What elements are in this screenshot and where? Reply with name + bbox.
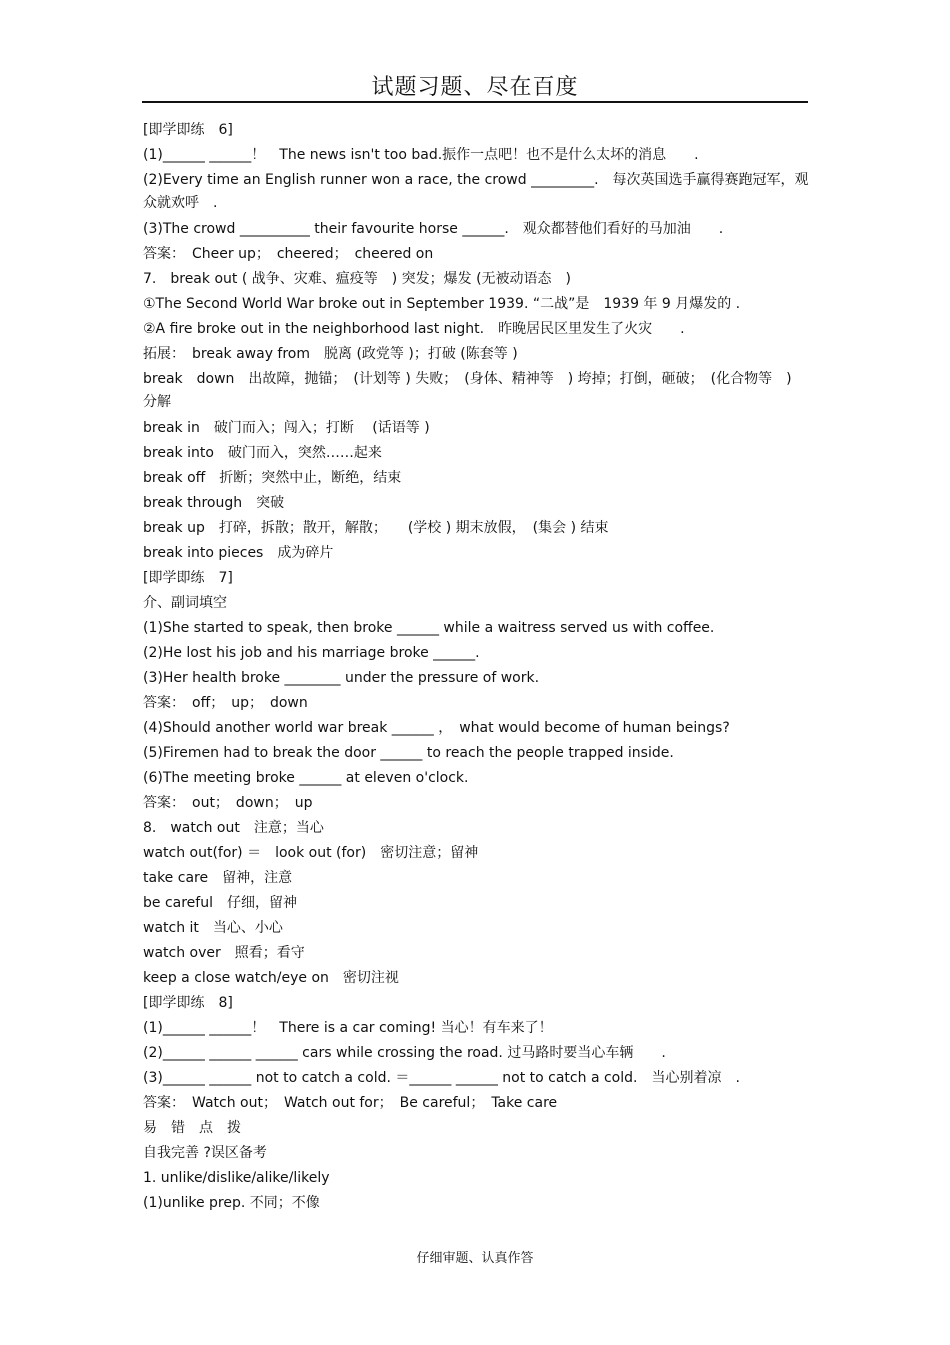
subheading-line: 自我完善 ?误区备考 <box>143 1145 267 1161</box>
exercise-line: (3)______ ______ not to catch a cold. ＝______ ______ not to catch a cold. 当心别着凉 . <box>143 1070 740 1086</box>
definition-line: (1)unlike prep. 不同；不像 <box>143 1195 320 1211</box>
phrase-line: break off 折断；突然中止，断绝，结束 <box>143 470 402 486</box>
phrase-line: watch out(for) ＝ look out (for) 密切注意；留神 <box>143 845 479 861</box>
phrase-line: watch it 当心、小心 <box>143 920 283 936</box>
header-rule <box>142 101 808 103</box>
page-header-title: 试题习题、尽在百度 <box>371 75 579 100</box>
phrase-line: break into 破门而入，突然……起来 <box>143 445 382 461</box>
example-line: ②A fire broke out in the neighborhood last night. 昨晚居民区里发生了火灾 . <box>143 321 685 337</box>
phrase-line: watch over 照看；看守 <box>143 945 305 961</box>
section-heading-watch-out: 8. watch out 注意；当心 <box>143 820 324 836</box>
exercise-line: (3)The crowd __________ their favourite horse ______. 观众都替他们看好的马加油 . <box>143 221 724 237</box>
section-heading-unlike: 1. unlike/dislike/alike/likely <box>143 1170 330 1186</box>
phrase-line: keep a close watch/eye on 密切注视 <box>143 970 399 986</box>
section-heading-error-tips: 易 错 点 拨 <box>143 1120 241 1136</box>
exercise-line: (2)______ ______ ______ cars while crossing the road. 过马路时要当心车辆 . <box>143 1045 666 1061</box>
phrase-line: be careful 仔细，留神 <box>143 895 297 911</box>
exercise-line: (2)He lost his job and his marriage broke ______. <box>143 645 480 661</box>
practice-heading-7: [即学即练 7] <box>143 570 233 586</box>
answer-line: 答案： Watch out； Watch out for； Be careful； Take care <box>143 1095 558 1111</box>
page-footer: 仔细审题、认真作答 <box>416 1251 534 1266</box>
phrase-line: break into pieces 成为碎片 <box>143 545 334 561</box>
phrase-line: break in 破门而入；闯入；打断 (话语等 ) <box>143 420 430 436</box>
expansion-line: 拓展： break away from 脱离 (政党等 )；打破 (陈套等 ) <box>143 346 518 362</box>
phrase-line: break through 突破 <box>143 495 285 511</box>
practice-heading-6: [即学即练 6] <box>143 122 233 138</box>
phrase-line: break down 出故障，抛锚； (计划等 ) 失败； (身体、精神等 ) 垮掉；打倒，砸破； (化合物等 ) 分解 <box>143 371 792 410</box>
document-body <box>143 118 809 1216</box>
answer-line: 答案： off； up； down <box>143 695 308 711</box>
section-heading-break-out: 7. break out ( 战争、灾难、瘟疫等 ) 突发；爆发 (无被动语态 ) <box>143 271 572 287</box>
exercise-line: (2)Every time an English runner won a race, the crowd _________. 每次英国选手赢得赛跑冠军，观众就欢呼 . <box>143 172 809 211</box>
exercise-line: (1)______ ______！ The news isn't too bad.振作一点吧！也不是什么太坏的消息 . <box>143 147 699 163</box>
exercise-line: (6)The meeting broke ______ at eleven o'clock. <box>143 770 469 786</box>
exercise-line: (1)______ ______！ There is a car coming! 当心！有车来了！ <box>143 1020 553 1036</box>
example-line: ①The Second World War broke out in September 1939. “二战”是 1939 年 9 月爆发的 . <box>143 296 741 312</box>
practice-heading-8: [即学即练 8] <box>143 995 233 1011</box>
exercise-line: (4)Should another world war break ______ ， what would become of human beings? <box>143 720 730 736</box>
phrase-line: break up 打碎，拆散；散开，解散； (学校 ) 期末放假， (集会 ) 结束 <box>143 520 609 536</box>
answer-line: 答案： out； down； up <box>143 795 313 811</box>
instruction-line: 介、副词填空 <box>143 595 227 611</box>
exercise-line: (3)Her health broke ________ under the pressure of work. <box>143 670 540 686</box>
exercise-line: (5)Firemen had to break the door ______ to reach the people trapped inside. <box>143 745 674 761</box>
phrase-line: take care 留神，注意 <box>143 870 293 886</box>
answer-line: 答案： Cheer up； cheered； cheered on <box>143 246 434 262</box>
exercise-line: (1)She started to speak, then broke ______ while a waitress served us with coffee. <box>143 620 715 636</box>
